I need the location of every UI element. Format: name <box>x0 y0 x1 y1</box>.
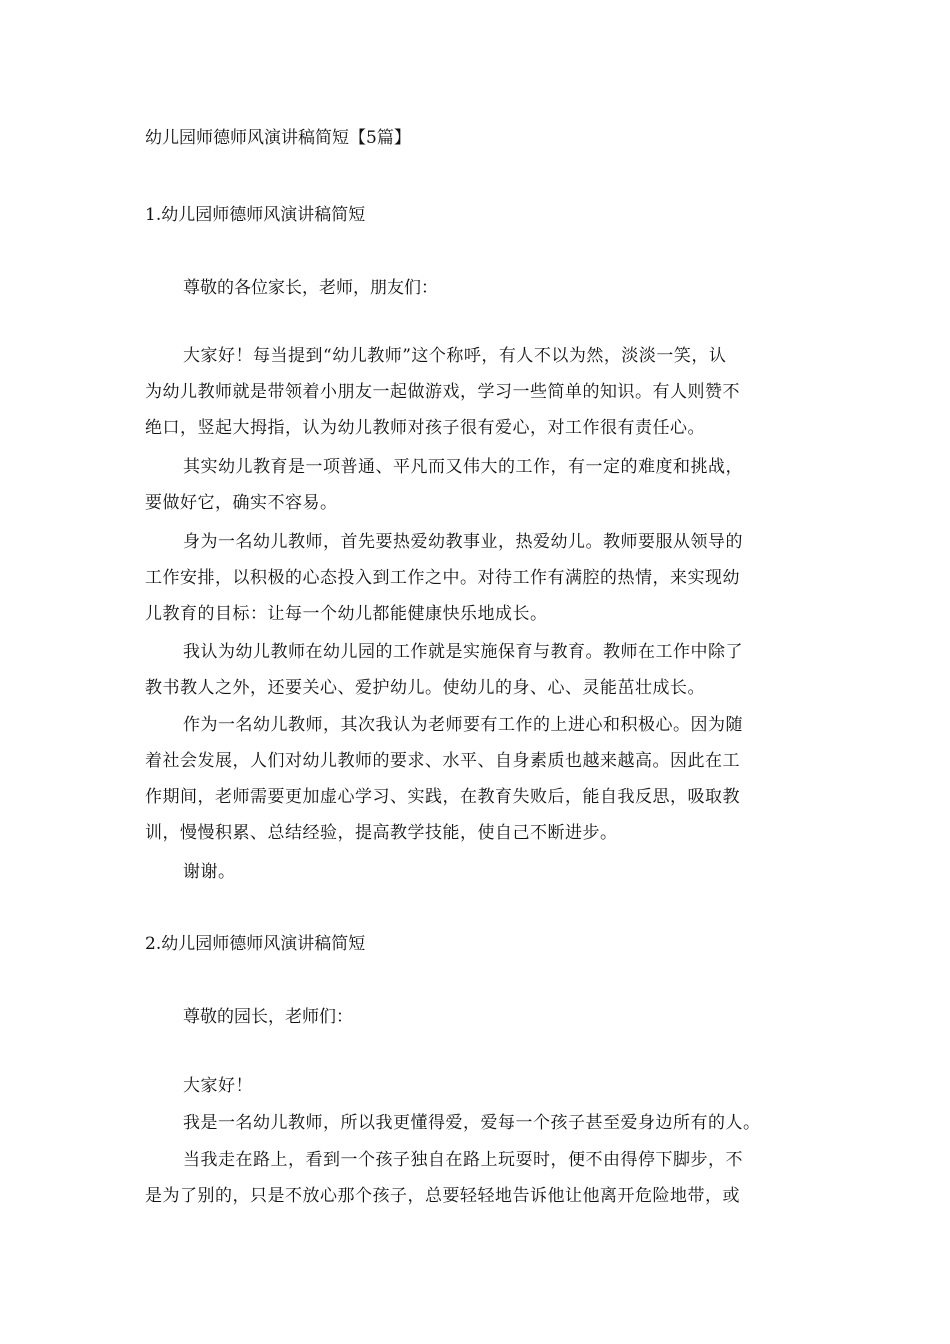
paragraph-line: 其实幼儿教育是一项普通、平凡而又伟大的工作，有一定的难度和挑战， <box>183 457 743 477</box>
paragraph <box>145 449 810 521</box>
paragraph-line: 教书教人之外，还要关心、爱护幼儿。使幼儿的身、心、灵能茁壮成长。 <box>145 678 705 698</box>
paragraph-line: 作为一名幼儿教师，其次我认为老师要有工作的上进心和积极心。因为随 <box>183 715 743 735</box>
paragraph <box>145 854 810 890</box>
paragraph-line: 当我走在路上，看到一个孩子独自在路上玩耍时，便不由得停下脚步，不 <box>183 1150 743 1170</box>
section-heading-1: 1.幼儿园师德师风演讲稿简短 <box>145 205 366 225</box>
document-title: 幼儿园师德师风演讲稿简短【5篇】 <box>145 128 411 148</box>
paragraph-line: 大家好！ <box>183 1076 253 1096</box>
paragraph-line: 是为了别的，只是不放心那个孩子，总要轻轻地告诉他让他离开危险地带，或 <box>145 1186 740 1206</box>
paragraph-line: 我认为幼儿教师在幼儿园的工作就是实施保育与教育。教师在工作中除了 <box>183 642 743 662</box>
paragraph <box>145 338 810 446</box>
paragraph-line: 要做好它，确实不容易。 <box>145 493 338 513</box>
paragraph-line: 儿教育的目标：让每一个幼儿都能健康快乐地成长。 <box>145 604 548 624</box>
paragraph <box>145 1068 810 1104</box>
section-heading-2: 2.幼儿园师德师风演讲稿简短 <box>145 934 366 954</box>
paragraph-line: 身为一名幼儿教师，首先要热爱幼教事业，热爱幼儿。教师要服从领导的 <box>183 532 743 552</box>
paragraph <box>145 707 810 851</box>
paragraph-line: 着社会发展，人们对幼儿教师的要求、水平、自身素质也越来越高。因此在工 <box>145 751 740 771</box>
paragraph-line: 为幼儿教师就是带领着小朋友一起做游戏，学习一些简单的知识。有人则赞不 <box>145 382 740 402</box>
paragraph-line: 作期间，老师需要更加虚心学习、实践，在教育失败后，能自我反思，吸取教 <box>145 787 740 807</box>
paragraph-line: 训，慢慢积累、总结经验，提高教学技能，使自己不断进步。 <box>145 823 618 843</box>
salutation-2: 尊敬的园长，老师们： <box>183 1007 353 1027</box>
paragraph-line: 我是一名幼儿教师，所以我更懂得爱，爱每一个孩子甚至爱身边所有的人。 <box>183 1113 761 1133</box>
paragraph <box>145 634 810 706</box>
paragraph <box>145 1142 810 1214</box>
paragraph <box>145 1105 810 1141</box>
paragraph-line: 谢谢。 <box>183 862 236 882</box>
paragraph-line: 绝口，竖起大拇指，认为幼儿教师对孩子很有爱心，对工作很有责任心。 <box>145 418 705 438</box>
paragraph <box>145 524 810 632</box>
paragraph-line: 工作安排，以积极的心态投入到工作之中。对待工作有满腔的热情，来实现幼 <box>145 568 740 588</box>
paragraph-line: 大家好！每当提到“幼儿教师”这个称呼，有人不以为然，淡淡一笑，认 <box>183 346 727 366</box>
salutation-1: 尊敬的各位家长，老师，朋友们： <box>183 278 438 298</box>
